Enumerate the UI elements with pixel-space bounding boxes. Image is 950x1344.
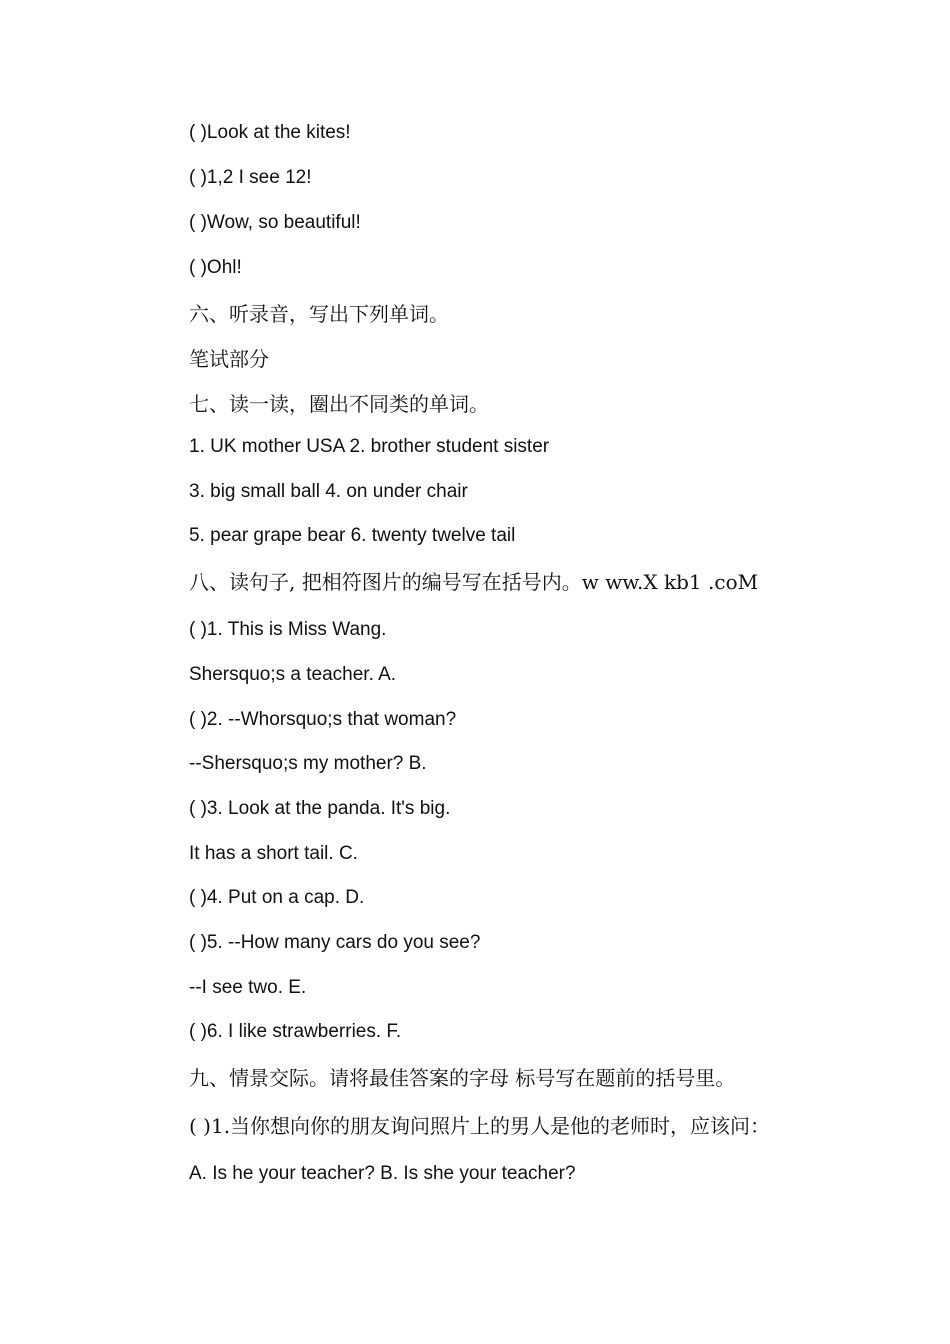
dialogue-line-2: ( )1,2 I see 12! [189, 167, 312, 188]
section-6-heading: 六、听录音，写出下列单词。 [189, 302, 449, 326]
section-8-heading: 八、读句子, 把相符图片的编号写在括号内。w ww.X kb1 .coM [189, 570, 759, 594]
word-group-line-1: 1. UK mother USA 2. brother student sister [189, 436, 550, 457]
word-group-line-3: 5. pear grape bear 6. twenty twelve tail [189, 525, 516, 546]
question-3-continued: It has a short tail. C. [189, 843, 358, 864]
question-2-continued: --Shersquo;s my mother? B. [189, 753, 427, 774]
dialogue-line-4: ( )Ohl! [189, 257, 242, 278]
written-part-heading: 笔试部分 [189, 347, 269, 371]
question-3: ( )3. Look at the panda. It's big. [189, 798, 451, 819]
question-5: ( )5. --How many cars do you see? [189, 932, 481, 953]
situation-question-1-options: A. Is he your teacher? B. Is she your teacher? [189, 1163, 576, 1184]
dialogue-line-1: ( )Look at the kites! [189, 122, 351, 143]
question-1: ( )1. This is Miss Wang. [189, 619, 387, 640]
question-2: ( )2. --Whorsquo;s that woman? [189, 709, 457, 730]
situation-question-1: ( )1.当你想向你的朋友询问照片上的男人是他的老师时，应该问： [189, 1114, 771, 1138]
word-group-line-2: 3. big small ball 4. on under chair [189, 481, 468, 502]
section-7-heading: 七、读一读，圈出不同类的单词。 [189, 392, 489, 416]
dialogue-line-3: ( )Wow, so beautiful! [189, 212, 361, 233]
question-6: ( )6. I like strawberries. F. [189, 1021, 402, 1042]
question-1-continued: Shersquo;s a teacher. A. [189, 664, 397, 685]
question-5-continued: --I see two. E. [189, 977, 307, 998]
question-4: ( )4. Put on a cap. D. [189, 887, 365, 908]
section-9-heading: 九、情景交际。请将最佳答案的字母 标号写在题前的括号里。 [189, 1066, 736, 1090]
